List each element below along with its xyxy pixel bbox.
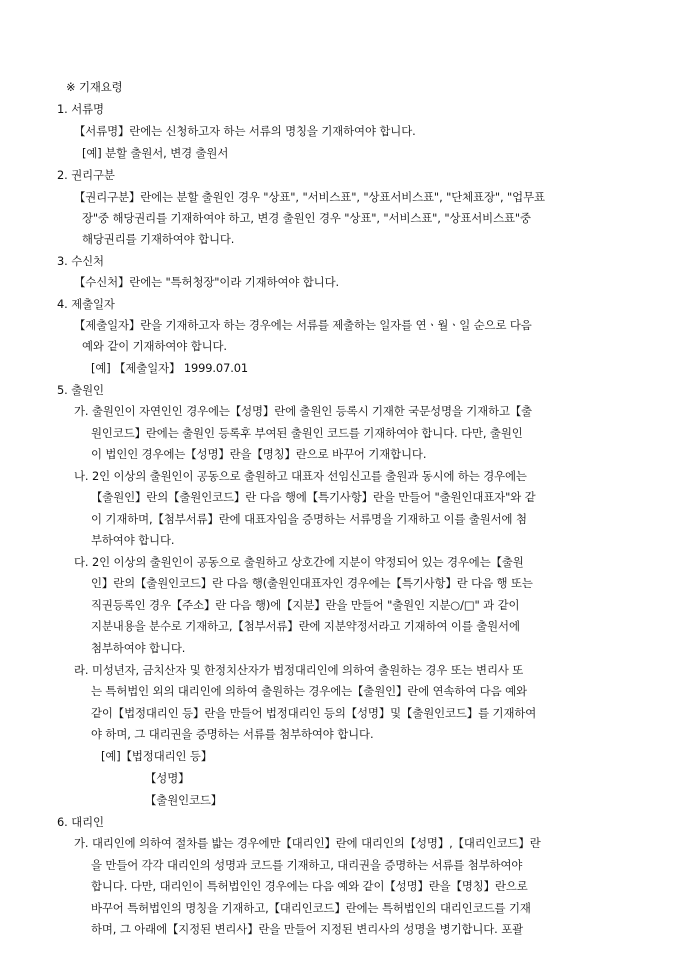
- section-1-text: 【서류명】란에는 신청하고자 하는 서류의 명칭을 기재하여야 합니다.: [74, 124, 416, 138]
- section-5b-text: 나. 2인 이상의 출원인이 공동으로 출원하고 대표자 선임신고를 출원과 동시에 하는 경우에는: [74, 469, 527, 483]
- section-3-heading: 3. 수신처: [57, 254, 104, 268]
- section-4-example: [예] 【제출일자】 1999.07.01: [91, 361, 249, 375]
- section-3-text: 【수신처】란에는 "특허청장"이라 기재하여야 합니다.: [74, 275, 340, 289]
- section-5b-text: 부하여야 합니다.: [91, 533, 175, 547]
- section-2-text: 해당권리를 기재하여야 합니다.: [82, 232, 235, 246]
- notes-heading: ※ 기재요령: [66, 80, 123, 94]
- section-5b-text: 【출원인】란의【출원인코드】란 다음 행에【특기사항】란을 만들어 "출원인대표자"와 같: [91, 490, 536, 504]
- section-5-heading: 5. 출원인: [57, 383, 104, 397]
- section-5c-text: 지분내용을 분수로 기재하고,【첨부서류】란에 지분약정서라고 기재하여 이를 출원서에: [91, 619, 520, 633]
- section-4-heading: 4. 제출일자: [57, 297, 115, 311]
- section-2-text: 【권리구분】란에는 분할 출원인 경우 "상표", "서비스표", "상표서비스표", "단체표장", "업무표: [74, 190, 545, 204]
- section-6a-text: 합니다. 다만, 대리인이 특허법인인 경우에는 다음 예와 같이【성명】란을【명칭】란으로: [91, 879, 528, 893]
- section-5a-text: 이 법인인 경우에는【성명】란을【명칭】란으로 바꾸어 기재합니다.: [91, 447, 427, 461]
- section-2-heading: 2. 권리구분: [57, 168, 115, 182]
- section-6a-text: 가. 대리인에 의하여 절차를 밟는 경우에만【대리인】란에 대리인의【성명】,【대리인코드】란: [74, 836, 541, 850]
- section-6a-text: 바꾸어 특허법인의 명칭을 기재하고,【대리인코드】란에는 특허법인의 대리인코드를 기재: [91, 901, 531, 915]
- section-5c-text: 첨부하여야 합니다.: [91, 641, 186, 655]
- section-5d-text: 같이【법정대리인 등】란을 만들어 법정대리인 등의【성명】및【출원인코드】를 기재하여: [91, 706, 537, 720]
- section-5c-text: 직권등록인 경우【주소】란 다음 행)에【지분】란을 만들어 "출원인 지분○/□" 과 같이: [91, 598, 520, 612]
- section-4-text: 예와 같이 기재하여야 합니다.: [82, 339, 227, 353]
- section-5d-example: [예]【법정대리인 등】: [101, 749, 213, 763]
- section-1-example: [예] 분할 출원서, 변경 출원서: [82, 146, 229, 160]
- section-6a-text: 을 만들어 각각 대리인의 성명과 코드를 기재하고, 대리권을 증명하는 서류를 첨부하여야: [91, 858, 523, 872]
- section-5d-example-field: 【출원인코드】: [145, 793, 223, 807]
- section-1-heading: 1. 서류명: [57, 102, 104, 116]
- section-5d-text: 는 특허법인 외의 대리인에 의하여 출원하는 경우에는【출원인】란에 연속하여 다음 예와: [91, 684, 527, 698]
- section-4-text: 【제출일자】란을 기재하고자 하는 경우에는 서류를 제출하는 일자를 연ㆍ월ㆍ일 순으로 다음: [74, 318, 532, 332]
- section-5d-text: 야 하며, 그 대리권을 증명하는 서류를 첨부하여야 합니다.: [91, 727, 374, 741]
- section-5a-text: 가. 출원인이 자연인인 경우에는【성명】란에 출원인 등록시 기재한 국문성명을 기재하고【출: [74, 404, 533, 418]
- section-5d-text: 라. 미성년자, 금치산자 및 한정치산자가 법정대리인에 의하여 출원하는 경우 또는 변리사 또: [74, 663, 524, 677]
- section-2-text: 장"중 해당권리를 기재하여야 하고, 변경 출원인 경우 "상표", "서비스표", "상표서비스표"중: [82, 211, 531, 225]
- section-5c-text: 다. 2인 이상의 출원인이 공동으로 출원하고 상호간에 지분이 약정되어 있는 경우에는【출원: [74, 555, 524, 569]
- section-6-heading: 6. 대리인: [57, 815, 104, 829]
- section-5c-text: 인】란의【출원인코드】란 다음 행(출원인대표자인 경우에는【특기사항】란 다음 행 또는: [91, 576, 533, 590]
- section-6a-text: 하며, 그 아래에【지정된 변리사】란을 만들어 지정된 변리사의 성명을 병기합니다. 포괄: [91, 922, 524, 936]
- section-5b-text: 이 기재하며,【첨부서류】란에 대표자임을 증명하는 서류명을 기재하고 이를 출원서에 첨: [91, 512, 527, 526]
- section-5d-example-field: 【성명】: [145, 771, 190, 785]
- section-5a-text: 원인코드】란에는 출원인 등록후 부여된 출원인 코드를 기재하여야 합니다. 다만, 출원인: [91, 426, 523, 440]
